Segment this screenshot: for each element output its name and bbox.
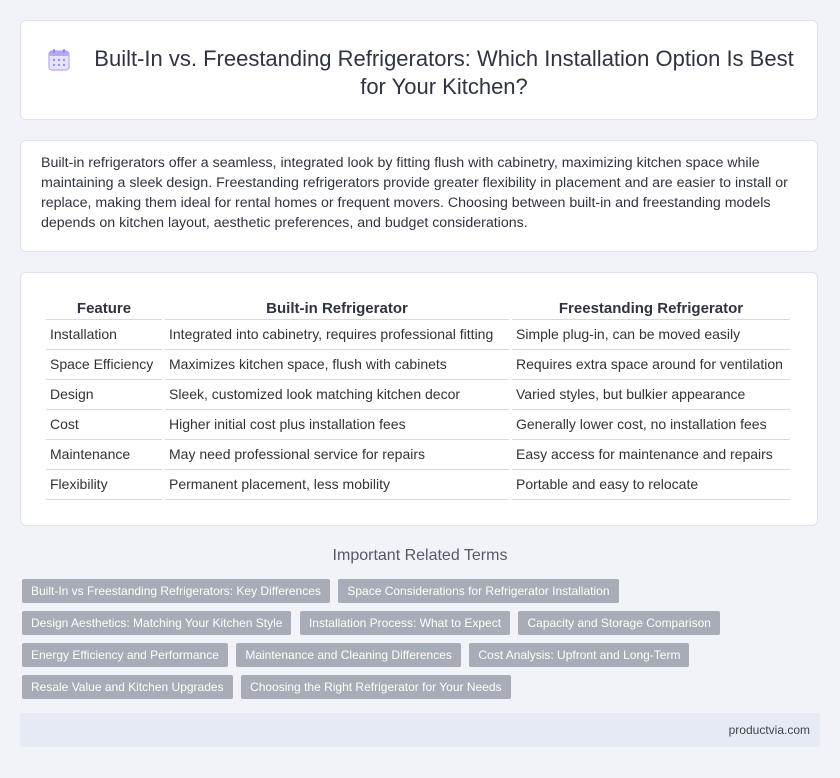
header-card <box>20 20 818 120</box>
table-cell-freestanding: Simple plug-in, can be moved easily <box>512 320 790 350</box>
table-cell-built-in: May need professional service for repairs <box>165 440 509 470</box>
table-cell-built-in: Higher initial cost plus installation fees <box>165 410 509 440</box>
table-cell-freestanding: Generally lower cost, no installation fees <box>512 410 790 440</box>
table-cell-feature: Design <box>46 380 162 410</box>
intro-card <box>20 140 818 252</box>
related-term-tag[interactable]: Design Aesthetics: Matching Your Kitchen Style <box>22 611 291 635</box>
related-term-tag[interactable]: Capacity and Storage Comparison <box>518 611 719 635</box>
page-title: Built-In vs. Freestanding Refrigerators: Which Installation Option Is Best for Your Kitchen? <box>94 46 794 99</box>
intro-text: Built-in refrigerators offer a seamless, integrated look by fitting flush with cabinetry, maximizing kitchen space while maintaining a sleek design. Freestanding refrigerators provide greater flexibility in placement and are easier to install or replace, making them ideal for rental homes or frequent movers. Choosing between built-in and freestanding models depends on kitchen layout, aesthetic preferences, and budget considerations. <box>41 155 788 231</box>
related-term-tag[interactable]: Built-In vs Freestanding Refrigerators: Key Differences <box>22 579 330 603</box>
related-term-tag[interactable]: Resale Value and Kitchen Upgrades <box>22 675 233 699</box>
related-terms-tags <box>22 579 812 707</box>
table-row <box>46 320 790 350</box>
tag-row <box>22 675 812 707</box>
table-row <box>46 470 790 500</box>
table-cell-freestanding: Requires extra space around for ventilation <box>512 350 790 380</box>
related-term-tag[interactable]: Space Considerations for Refrigerator Installation <box>338 579 618 603</box>
table-cell-built-in: Maximizes kitchen space, flush with cabinets <box>165 350 509 380</box>
tag-row <box>22 579 812 611</box>
related-terms-title: Important Related Terms <box>332 547 508 564</box>
table-cell-feature: Flexibility <box>46 470 162 500</box>
table-cell-feature: Installation <box>46 320 162 350</box>
table-cell-feature: Maintenance <box>46 440 162 470</box>
tag-row <box>22 643 812 675</box>
table-cell-built-in: Integrated into cabinetry, requires professional fitting <box>165 320 509 350</box>
table-cell-feature: Space Efficiency <box>46 350 162 380</box>
table-cell-freestanding: Varied styles, but bulkier appearance <box>512 380 790 410</box>
column-header-built-in: Built-in Refrigerator <box>165 297 509 320</box>
related-term-tag[interactable]: Installation Process: What to Expect <box>300 611 510 635</box>
table-row <box>46 350 790 380</box>
table-cell-freestanding: Easy access for maintenance and repairs <box>512 440 790 470</box>
table-row <box>46 440 790 470</box>
table-cell-built-in: Permanent placement, less mobility <box>165 470 509 500</box>
comparison-table-card <box>20 272 818 526</box>
footer-site-name: productvia.com <box>728 723 810 737</box>
table-cell-built-in: Sleek, customized look matching kitchen decor <box>165 380 509 410</box>
table-cell-freestanding: Portable and easy to relocate <box>512 470 790 500</box>
footer <box>20 713 820 747</box>
related-term-tag[interactable]: Cost Analysis: Upfront and Long-Term <box>469 643 689 667</box>
table-row <box>46 410 790 440</box>
table-header-row <box>46 297 790 320</box>
table-cell-feature: Cost <box>46 410 162 440</box>
related-term-tag[interactable]: Maintenance and Cleaning Differences <box>236 643 461 667</box>
tag-row <box>22 611 812 643</box>
comparison-table <box>43 297 793 500</box>
table-row <box>46 380 790 410</box>
column-header-feature: Feature <box>46 297 162 320</box>
related-term-tag[interactable]: Choosing the Right Refrigerator for Your Needs <box>241 675 510 699</box>
column-header-freestanding: Freestanding Refrigerator <box>512 297 790 320</box>
related-term-tag[interactable]: Energy Efficiency and Performance <box>22 643 228 667</box>
